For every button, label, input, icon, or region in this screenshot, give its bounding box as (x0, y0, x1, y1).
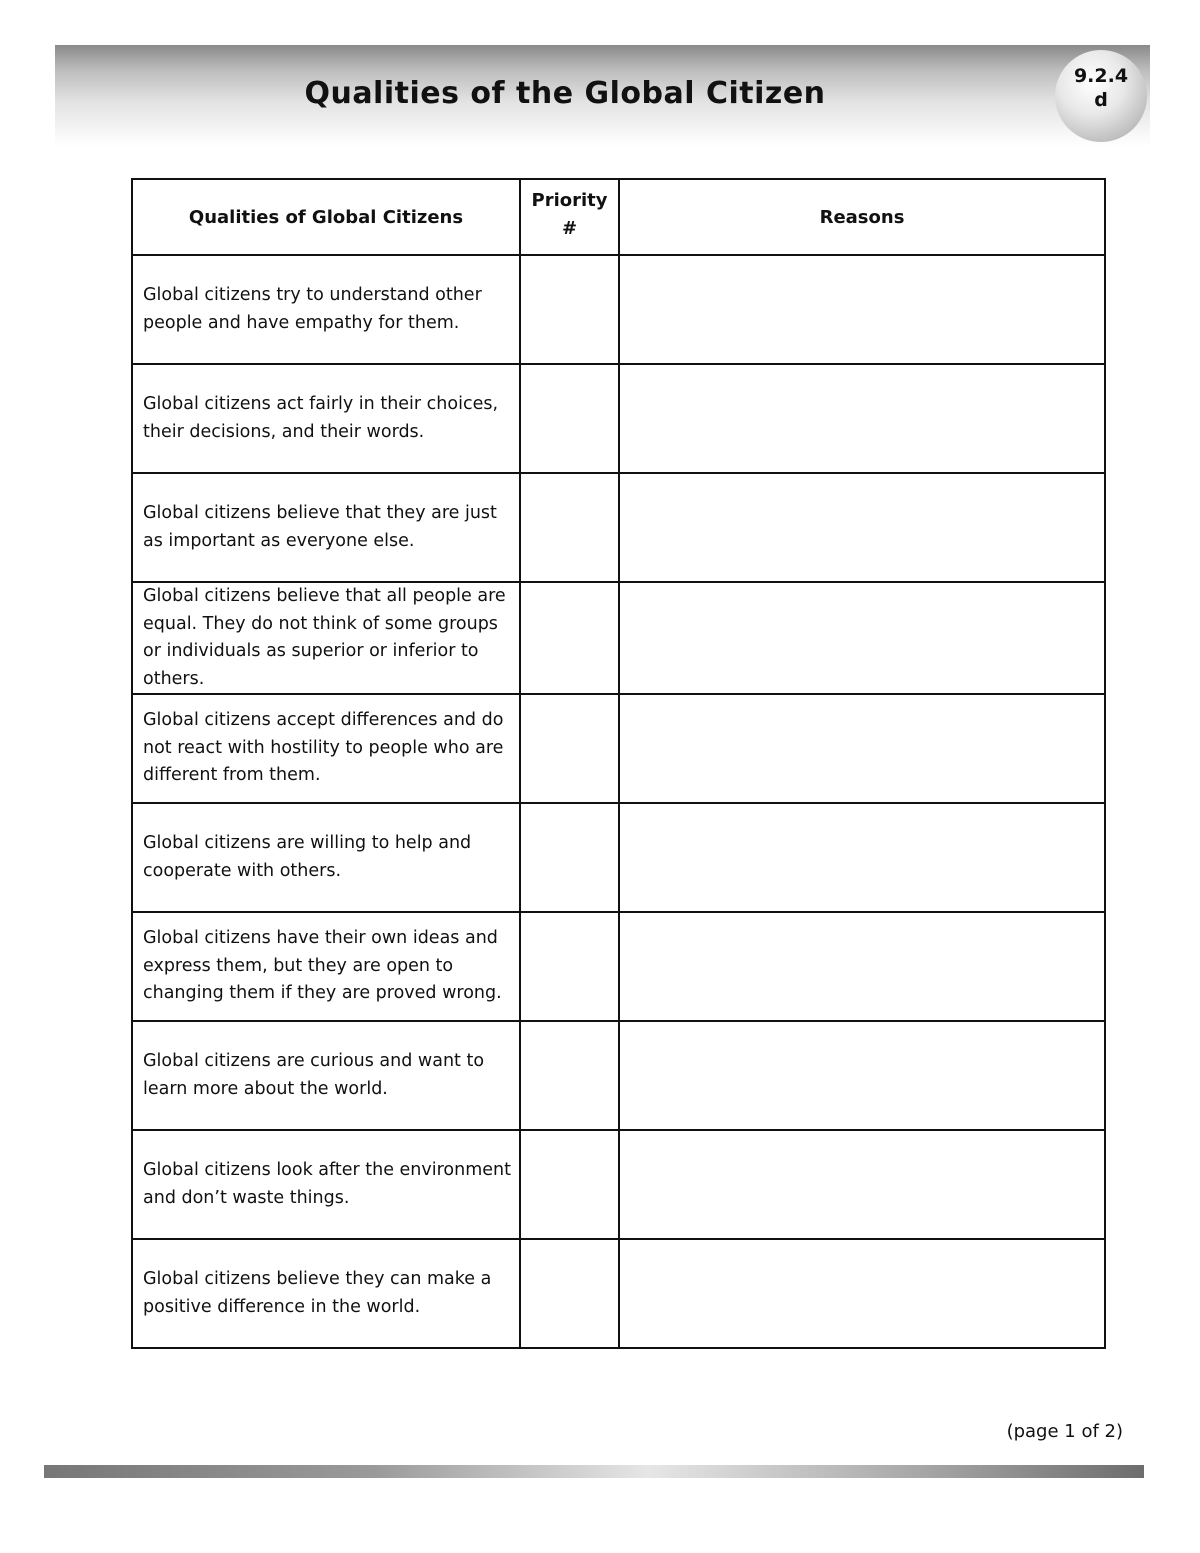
reasons-cell[interactable] (619, 803, 1105, 912)
priority-cell[interactable] (520, 803, 619, 912)
quality-cell: Global citizens have their own ideas and express them, but they are open to changing them if they are proved wrong. (132, 912, 520, 1021)
reasons-cell[interactable] (619, 1021, 1105, 1130)
priority-hash: # (561, 218, 578, 239)
table-row (132, 1130, 1105, 1239)
reasons-cell[interactable] (619, 1130, 1105, 1239)
priority-cell[interactable] (520, 582, 619, 694)
table-header-row (132, 179, 1105, 255)
priority-cell[interactable] (520, 694, 619, 803)
qualities-table (131, 178, 1106, 1349)
lesson-badge (1058, 64, 1144, 112)
table-row (132, 803, 1105, 912)
quality-cell: Global citizens try to understand other people and have empathy for them. (132, 255, 520, 364)
priority-cell[interactable] (520, 255, 619, 364)
page-title: Qualities of the Global Citizen (304, 76, 826, 111)
reasons-cell[interactable] (619, 473, 1105, 582)
table-row (132, 912, 1105, 1021)
priority-cell[interactable] (520, 1130, 619, 1239)
quality-cell: Global citizens believe they can make a positive difference in the world. (132, 1239, 520, 1348)
badge-number: 9.2.4 (1073, 65, 1129, 87)
reasons-cell[interactable] (619, 912, 1105, 1021)
reasons-cell[interactable] (619, 1239, 1105, 1348)
table-row (132, 1239, 1105, 1348)
column-header-priority (520, 179, 619, 255)
table-row (132, 1021, 1105, 1130)
badge-letter: d (1094, 89, 1108, 111)
reasons-cell[interactable] (619, 255, 1105, 364)
quality-cell: Global citizens look after the environment and don’t waste things. (132, 1130, 520, 1239)
table-row (132, 364, 1105, 473)
column-header-reasons: Reasons (619, 179, 1105, 255)
quality-cell: Global citizens believe that they are just as important as everyone else. (132, 473, 520, 582)
quality-cell: Global citizens are willing to help and cooperate with others. (132, 803, 520, 912)
quality-cell: Global citizens accept differences and do not react with hostility to people who are different from them. (132, 694, 520, 803)
table-row (132, 582, 1105, 694)
priority-cell[interactable] (520, 1239, 619, 1348)
page-number: (page 1 of 2) (1006, 1421, 1123, 1442)
footer-bar (44, 1465, 1144, 1478)
priority-cell[interactable] (520, 364, 619, 473)
table-row (132, 473, 1105, 582)
table-row (132, 694, 1105, 803)
reasons-cell[interactable] (619, 582, 1105, 694)
quality-cell: Global citizens act fairly in their choices, their decisions, and their words. (132, 364, 520, 473)
priority-cell[interactable] (520, 1021, 619, 1130)
priority-cell[interactable] (520, 473, 619, 582)
quality-cell: Global citizens believe that all people are equal. They do not think of some groups or individuals as superior or inferior to others. (132, 582, 520, 694)
table-row (132, 255, 1105, 364)
reasons-cell[interactable] (619, 364, 1105, 473)
column-header-qualities: Qualities of Global Citizens (132, 179, 520, 255)
priority-label: Priority (531, 190, 608, 211)
reasons-cell[interactable] (619, 694, 1105, 803)
quality-cell: Global citizens are curious and want to learn more about the world. (132, 1021, 520, 1130)
priority-cell[interactable] (520, 912, 619, 1021)
